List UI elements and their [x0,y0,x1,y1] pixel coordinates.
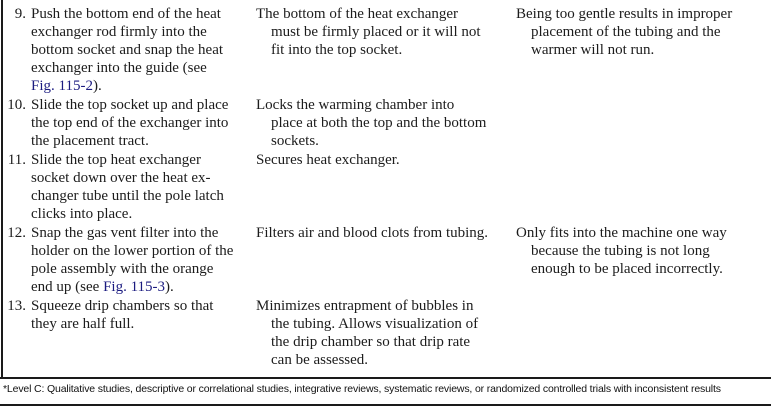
text-line: Fig. 115-2). [31,78,102,94]
steps-cell [6,5,256,95]
text-line: they are half full. [31,316,135,332]
text-line: changer tube until the pole latch [31,188,224,204]
text-line: end up (see Fig. 115-3). [31,279,174,295]
text-line: exchanger into the guide (see [31,60,207,76]
text-line: clicks into place. [31,206,133,222]
step-text [31,96,256,150]
procedure-table [0,5,771,370]
table-row [0,96,771,150]
text-line: Being too gentle results in improper [516,6,733,22]
text-line: place at both the top and the bottom [271,115,487,131]
text-line: Slide the top socket up and place [31,97,229,113]
text-line: enough to be placed incorrectly. [531,261,723,277]
text-line: Snap the gas vent filter into the [31,225,219,241]
text-line: socket down over the heat ex- [31,170,211,186]
text-line: warmer will not run. [531,42,655,58]
text-line: Secures heat exchanger. [256,152,400,168]
table-row [0,5,771,95]
text-line: pole assembly with the orange [31,261,214,277]
steps-cell [6,297,256,369]
considerations-cell [516,151,771,223]
step-number: 9. [14,6,26,22]
table-bottom-rule [0,404,771,406]
rationale-cell [256,297,516,369]
rationale-cell [256,224,516,296]
text-line: Only fits into the machine one way [516,225,727,241]
step-text [31,297,256,333]
step-text [31,5,256,95]
text-line: placement of the tubing and the [531,24,721,40]
text-line: Push the bottom end of the heat [31,6,221,22]
considerations-cell [516,224,771,296]
evidence-level-footnote: *Level C: Qualitative studies, descriptive or correlational studies, integrative reviews, systematic reviews, or randomized controlled trials with inconsistent results [3,383,721,395]
table-row [0,224,771,296]
text-line: bottom socket and snap the heat [31,42,224,58]
text-line: the drip chamber so that drip rate [271,334,471,350]
considerations-cell [516,5,771,95]
step-number: 12. [7,225,26,241]
step-text [31,151,256,223]
rationale-cell [256,5,516,95]
text-line: Minimizes entrapment of bubbles in [256,298,474,314]
text-line: Slide the top heat exchanger [31,152,201,168]
step-number: 13. [7,298,26,314]
text-line: because the tubing is not long [531,243,710,259]
steps-cell [6,224,256,296]
considerations-cell [516,297,771,369]
steps-cell [6,96,256,150]
text-line: exchanger rod firmly into the [31,24,207,40]
text-line: Squeeze drip chambers so that [31,298,214,314]
text-line: must be firmly placed or it will not [271,24,481,40]
text-line: Locks the warming chamber into [256,97,455,113]
text-line: sockets. [271,133,319,149]
footnote-top-rule [0,377,771,379]
text-line: the top end of the exchanger into [31,115,229,131]
figure-link[interactable]: Fig. 115-3 [103,279,166,295]
text-line: The bottom of the heat exchanger [256,6,459,22]
figure-link[interactable]: Fig. 115-2 [31,78,93,94]
text-line: the placement tract. [31,133,149,149]
considerations-cell [516,96,771,150]
text-line: holder on the lower portion of the [31,243,234,259]
step-number: 10. [7,97,26,113]
table-row [0,151,771,223]
steps-cell [6,151,256,223]
rationale-cell [256,96,516,150]
rationale-cell [256,151,516,223]
text-line: Filters air and blood clots from tubing. [256,225,489,241]
text-line: the tubing. Allows visualization of [271,316,479,332]
step-text [31,224,256,296]
table-row [0,297,771,369]
text-line: can be assessed. [271,352,369,368]
text-line: fit into the top socket. [271,42,403,58]
step-number: 11. [7,152,26,168]
